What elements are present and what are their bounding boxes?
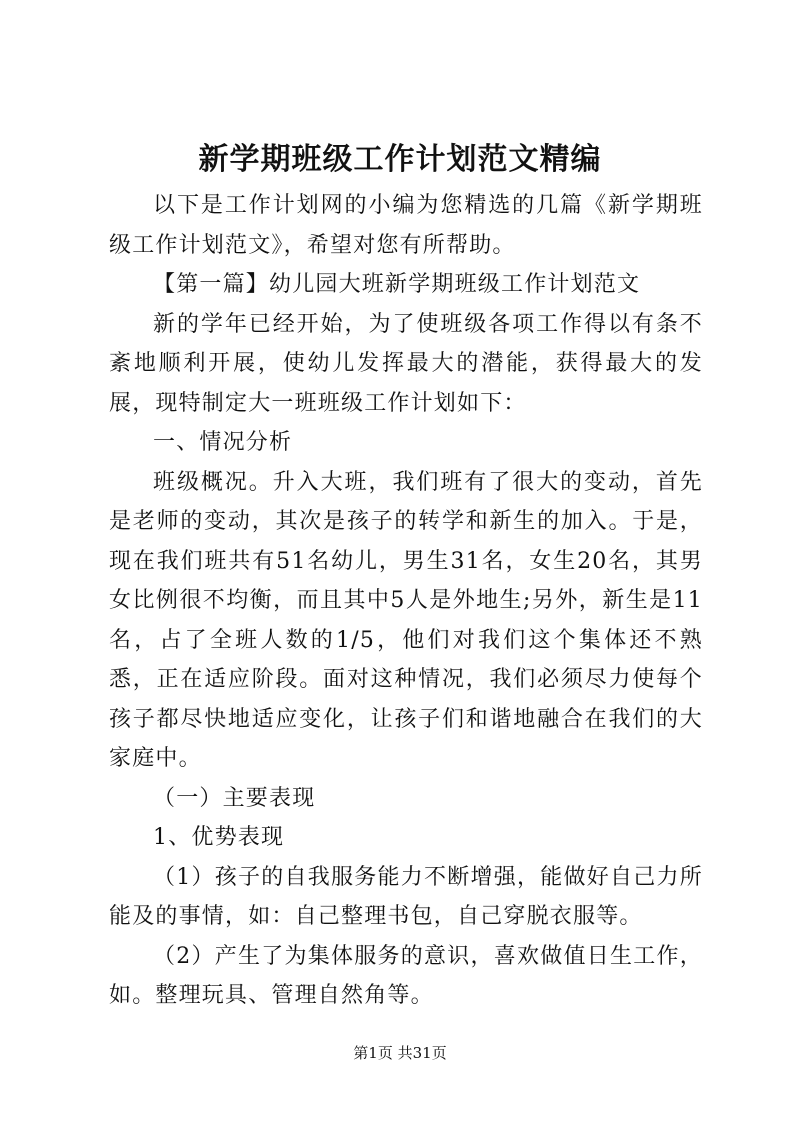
class-overview-paragraph: 班级概况。升入大班，我们班有了很大的变动，首先是老师的变动，其次是孩子的转学和新生的加入。于是，现在我们班共有51名幼儿，男生31名，女生20名，其男女比例很不均衡，而且其中5人是外地生;另外，新生是11名，占了全班人数的1/5，他们对我们这个集体还不熟悉，正在适应阶段。面对这种情况，我们必须尽力使每个孩子都尽快地适应变化，让孩子们和谐地融合在我们的大家庭中。 xyxy=(109,469,703,771)
advantage-item-1: （1）孩子的自我服务能力不断增强，能做好自己力所能及的事情，如：自己整理书包，自己穿脱衣服等。 xyxy=(109,864,703,929)
page-number-footer: 第1页 共31页 xyxy=(353,1044,447,1062)
subheading-advantages: 1、优势表现 xyxy=(153,825,285,850)
opening-paragraph: 新的学年已经开始，为了使班级各项工作得以有条不紊地顺利开展，使幼儿发挥最大的潜能，获得最大的发展，现特制定大一班班级工作计划如下： xyxy=(109,311,703,416)
subheading-main-performance: （一）主要表现 xyxy=(153,785,316,811)
document-body xyxy=(109,186,703,1016)
advantage-item-2: （2）产生了为集体服务的意识，喜欢做值日生工作，如。整理玩具、管理自然角等。 xyxy=(109,943,703,1008)
section-heading-first-article: 【第一篇】幼儿园大班新学期班级工作计划范文 xyxy=(153,272,641,297)
section-heading-situation-analysis: 一、情况分析 xyxy=(153,430,293,455)
document-title: 新学期班级工作计划范文精编 xyxy=(198,142,602,177)
intro-paragraph: 以下是工作计划网的小编为您精选的几篇《新学期班级工作计划范文》，希望对您有所帮助。 xyxy=(109,193,703,258)
